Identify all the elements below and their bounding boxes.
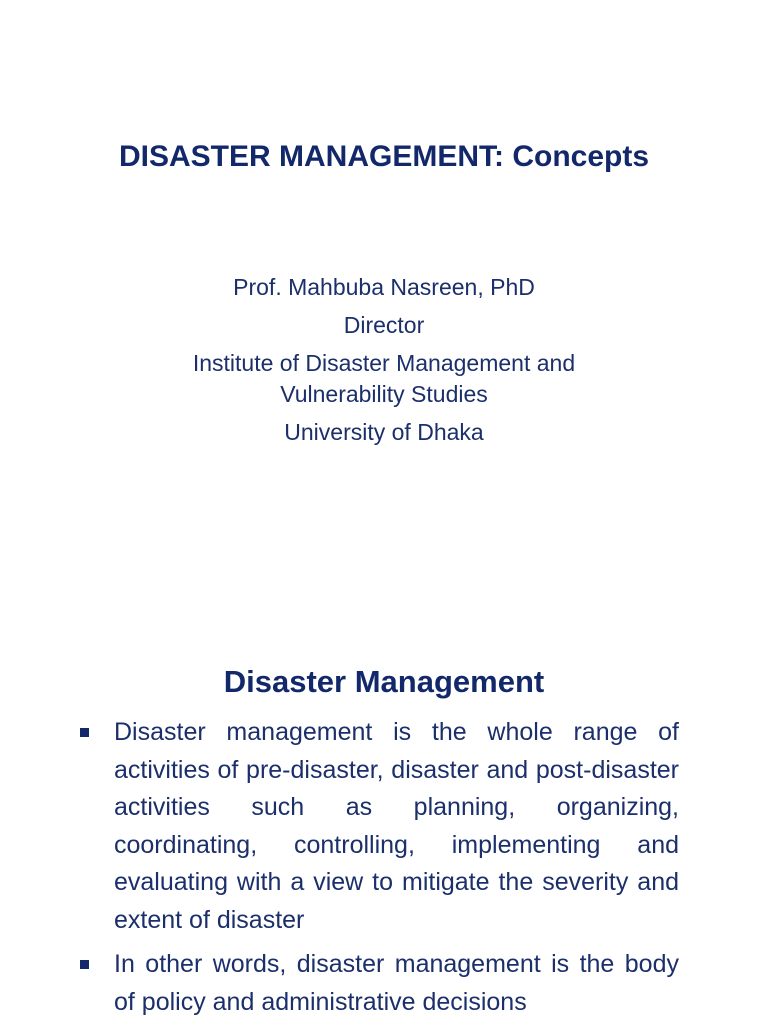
slide-title-heading: DISASTER MANAGEMENT: Concepts bbox=[118, 140, 650, 173]
institute-line-2: Vulnerability Studies bbox=[280, 381, 488, 407]
list-item bbox=[78, 714, 679, 939]
bullet-list bbox=[78, 714, 679, 1024]
university-name: University of Dhaka bbox=[284, 419, 484, 445]
author-block bbox=[0, 272, 768, 448]
slide-content-heading: Disaster Management bbox=[223, 664, 545, 699]
square-bullet-icon bbox=[80, 728, 89, 737]
square-bullet-icon bbox=[80, 960, 89, 969]
author-name: Prof. Mahbuba Nasreen, PhD bbox=[233, 274, 535, 300]
list-item bbox=[78, 946, 679, 1021]
institute-line-1: Institute of Disaster Management and bbox=[192, 350, 576, 376]
slide-content bbox=[0, 620, 768, 1024]
author-role: Director bbox=[343, 312, 425, 338]
bullet-text: In other words, disaster management is the body of policy and administrative decisions bbox=[114, 950, 679, 1016]
bullet-text: Disaster management is the whole range of activities of pre-disaster, disaster and post-disaster activities such as planning, organizing, coordinating, controlling, implementing and evaluating with a view to mitigate the severity and extent of disaster bbox=[114, 718, 679, 934]
